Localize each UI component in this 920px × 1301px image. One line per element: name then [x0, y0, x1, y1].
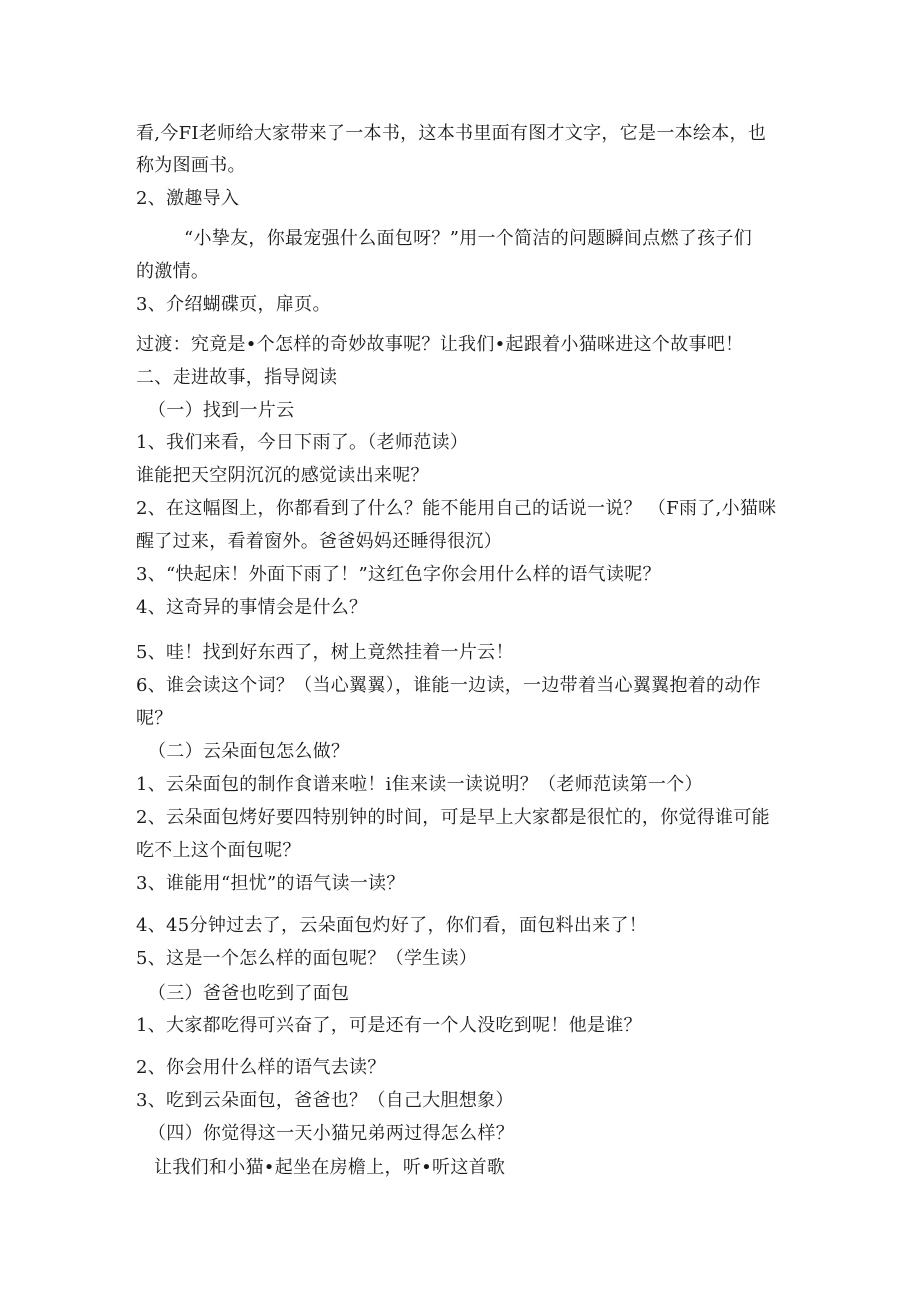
list-item: 2、云朵面包烤好要四特别钟的时间，可是早上大家都是很忙的，你觉得谁可能 — [136, 807, 770, 828]
list-item: 1、大家都吃得可兴奋了，可是还有一个人没吃到呢！他是谁？ — [136, 1015, 642, 1036]
section-heading: 3、介绍蝴碟页，扉页。 — [136, 294, 331, 315]
paragraph-line: 吃不上这个面包呢？ — [136, 840, 301, 861]
paragraph-line: 醒了过来，看着窗外。爸爸妈妈还睡得很沉） — [136, 531, 502, 552]
list-item: 3、“快起床！外面下雨了！”这红色字你会用什么样的语气读呢？ — [136, 564, 661, 585]
subsection-heading: （二）云朵面包怎么做？ — [148, 741, 350, 762]
list-item: 1、云朵面包的制作食谱来啦！i隹来读一读说明？（老师范读第一个） — [136, 774, 703, 795]
list-item: 2、你会用什么样的语气去读？ — [136, 1057, 386, 1078]
subsection-heading: （四）你觉得这一天小猫兄弟两过得怎么样？ — [148, 1123, 514, 1144]
paragraph-line: 的激情。 — [136, 261, 210, 282]
list-item: 1、我们来看，今日下雨了。（老师范读） — [136, 432, 469, 453]
subsection-heading: （一）找到一片云 — [148, 400, 295, 421]
paragraph-line: 呢？ — [136, 708, 173, 729]
paragraph-line: 称为图画书。 — [136, 155, 246, 176]
list-item: 4、这奇异的事情会是什么？ — [136, 597, 368, 618]
list-item: 3、吃到云朵面包，爸爸也？（自己大胆想象） — [136, 1090, 514, 1111]
list-item: 5、这是一个怎么样的面包呢？（学生读） — [136, 948, 478, 969]
paragraph-line: 谁能把天空阴沉沉的感觉读出来呢？ — [136, 465, 429, 486]
paragraph-line: 让我们和小猫•起坐在房檐上，听•听这首歌 — [154, 1157, 506, 1178]
list-item: 5、哇！找到好东西了，树上竟然挂着一片云！ — [136, 642, 514, 663]
paragraph-line: 看,今FI老师给大家带来了一本书，这本书里面有图才文字，它是一本绘本，也 — [136, 123, 767, 144]
list-item: 3、谁能用“担忧”的语气读一读？ — [136, 873, 405, 894]
paragraph-line: 过渡：究竟是•个怎样的奇妙故事呢？让我们•起跟着小猫咪进这个故事吧！ — [136, 334, 744, 355]
list-item: 2、在这幅图上，你都看到了什么？能不能用自己的话说一说？ （F雨了,小猫咪 — [136, 498, 777, 519]
paragraph-line: “小挚友，你最宠强什么面包呀？”用一个简洁的问题瞬间点燃了孩子们 — [184, 228, 753, 249]
list-item: 6、谁会读这个词？（当心翼翼），谁能一边读，一边带着当心翼翼抱着的动作 — [136, 675, 761, 696]
list-item: 4、45分钟过去了，云朵面包灼好了，你们看，面包料出来了！ — [136, 915, 648, 936]
section-heading: 二、走进故事，指导阅读 — [136, 367, 338, 388]
section-heading: 2、激趣导入 — [136, 188, 240, 209]
subsection-heading: （三）爸爸也吃到了面包 — [148, 983, 350, 1004]
